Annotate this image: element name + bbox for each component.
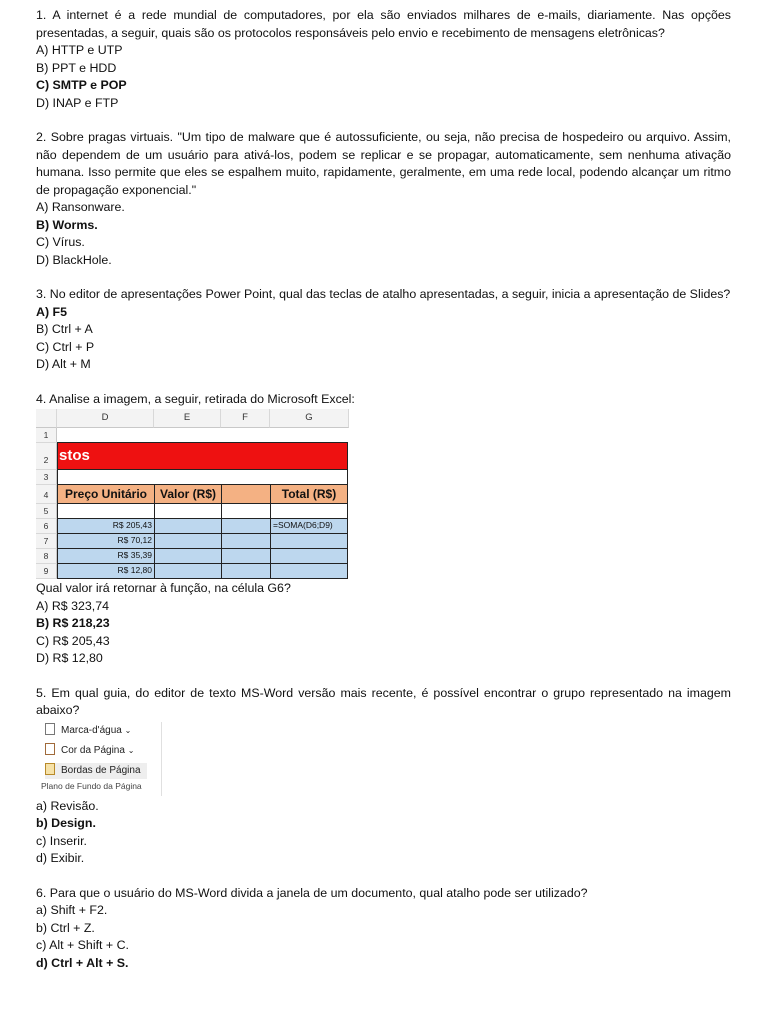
question-text: 3. No editor de apresentações Power Point, qual das teclas de atalho apresentadas, a seguir, inicia a apresentação de Slides? <box>36 287 731 301</box>
row-header-8: 8 <box>36 549 57 564</box>
question-4 <box>36 391 731 668</box>
empty-cell <box>154 503 222 519</box>
formula-cell-g6: =SOMA(D6;D9) <box>270 518 348 534</box>
option-d-correct: d) Ctrl + Alt + S. <box>36 955 129 970</box>
question-text: 6. Para que o usuário do MS-Word divida a janela de um documento, qual atalho pode ser utilizado? <box>36 885 588 900</box>
page-borders-label: Bordas de Página <box>61 764 141 776</box>
data-cell <box>270 548 348 564</box>
option-c: C) Ctrl + P <box>36 339 95 354</box>
option-c: C) R$ 205,43 <box>36 633 110 648</box>
page-borders-button <box>45 763 147 779</box>
data-cell <box>221 533 271 549</box>
option-c-correct: C) SMTP e POP <box>36 78 127 92</box>
column-header-g: G <box>270 409 349 428</box>
page-color-button <box>45 743 134 759</box>
data-cell <box>270 533 348 549</box>
header-total: Total (R$) <box>270 484 348 504</box>
column-header-e: E <box>154 409 221 428</box>
option-a: A) Ransonware. <box>36 200 125 214</box>
option-d: d) Exibir. <box>36 851 85 865</box>
option-c: c) Inserir. <box>36 833 87 848</box>
option-a: A) R$ 323,74 <box>36 598 110 613</box>
data-cell <box>221 563 271 579</box>
empty-cell <box>221 503 271 519</box>
chevron-down-icon: ⌄ <box>127 745 135 755</box>
question-followup: Qual valor irá retornar à função, na célula G6? <box>36 581 291 595</box>
row-header-4: 4 <box>36 485 57 504</box>
question-5 <box>36 685 731 868</box>
row-header-6: 6 <box>36 519 57 534</box>
price-cell-d9: R$ 12,80 <box>57 563 155 579</box>
option-b: b) Ctrl + Z. <box>36 920 95 935</box>
option-a: A) HTTP e UTP <box>36 43 123 57</box>
question-2 <box>36 129 731 269</box>
page-color-icon <box>45 743 55 755</box>
watermark-label: Marca-d'água <box>61 724 122 736</box>
empty-cell <box>270 503 348 519</box>
price-cell-d7: R$ 70,12 <box>57 533 155 549</box>
question-text: 4. Analise a imagem, a seguir, retirada do Microsoft Excel: <box>36 391 355 406</box>
header-preco-unitario: Preço Unitário <box>57 484 155 504</box>
price-cell-d8: R$ 35,39 <box>57 548 155 564</box>
option-a: a) Revisão. <box>36 798 99 813</box>
question-text: 1. A internet é a rede mundial de computadores, por ela são enviados milhares de e-mails, diariamente. Nas opções presentadas, a seguir, quais são os protocolos responsáveis pelo envio e recebimento de mensagens eletrônicas? <box>36 8 731 40</box>
page-borders-icon <box>45 763 55 775</box>
option-c: c) Alt + Shift + C. <box>36 938 129 952</box>
option-b-correct: B) Worms. <box>36 217 98 232</box>
data-cell <box>154 563 222 579</box>
row-header-3: 3 <box>36 470 57 485</box>
data-cell <box>270 563 348 579</box>
question-text: 5. Em qual guia, do editor de texto MS-Word versão mais recente, é possível encontrar o grupo representado na imagem abaixo? <box>36 685 731 717</box>
column-header-f: F <box>221 409 270 428</box>
group-label: Plano de Fundo da Página <box>41 781 142 791</box>
option-b-correct: b) Design. <box>36 816 96 830</box>
excel-screenshot <box>36 409 349 580</box>
row-header-5: 5 <box>36 504 57 519</box>
option-d: D) R$ 12,80 <box>36 651 103 665</box>
chevron-down-icon: ⌄ <box>124 725 132 735</box>
empty-cell <box>57 503 155 519</box>
row-header-7: 7 <box>36 534 57 549</box>
row-header-9: 9 <box>36 564 57 579</box>
title-banner: stos <box>57 442 348 470</box>
option-b: B) Ctrl + A <box>36 322 93 336</box>
page-color-label: Cor da Página <box>61 744 125 756</box>
data-cell <box>154 518 222 534</box>
column-header-d: D <box>57 409 154 428</box>
option-d: D) BlackHole. <box>36 252 112 267</box>
option-a: a) Shift + F2. <box>36 903 108 917</box>
data-cell <box>154 548 222 564</box>
price-cell-d6: R$ 205,43 <box>57 518 155 534</box>
option-d: D) Alt + M <box>36 357 91 371</box>
question-6 <box>36 885 731 973</box>
question-3 <box>36 286 731 374</box>
option-b: B) PPT e HDD <box>36 60 117 75</box>
row-header-2: 2 <box>36 443 57 470</box>
row-header-1: 1 <box>36 428 57 443</box>
data-cell <box>154 533 222 549</box>
watermark-icon <box>45 723 55 735</box>
empty-row-3 <box>57 469 348 485</box>
header-empty-f <box>221 484 271 504</box>
option-b-correct: B) R$ 218,23 <box>36 616 110 630</box>
option-c: C) Vírus. <box>36 235 85 249</box>
question-text: 2. Sobre pragas virtuais. "Um tipo de malware que é autossuficiente, ou seja, não precisa de hospedeiro ou arquivo. Assim, não dependem de um usuário para ativá-los, podem se replicar e se propagar, automaticamente, sem nenhuma ativação humana. Isso permite que eles se espalhem muito, rapidamente, geralmente, em uma rede local, podendo alcançar um ritmo de propagação exponencial." <box>36 130 731 197</box>
watermark-button <box>45 723 131 739</box>
word-ribbon-group <box>39 722 162 796</box>
data-cell <box>221 518 271 534</box>
question-1 <box>36 7 731 112</box>
option-a-correct: A) F5 <box>36 304 67 319</box>
option-d: D) INAP e FTP <box>36 95 119 110</box>
data-cell <box>221 548 271 564</box>
corner-cell <box>36 409 57 428</box>
header-valor: Valor (R$) <box>154 484 222 504</box>
